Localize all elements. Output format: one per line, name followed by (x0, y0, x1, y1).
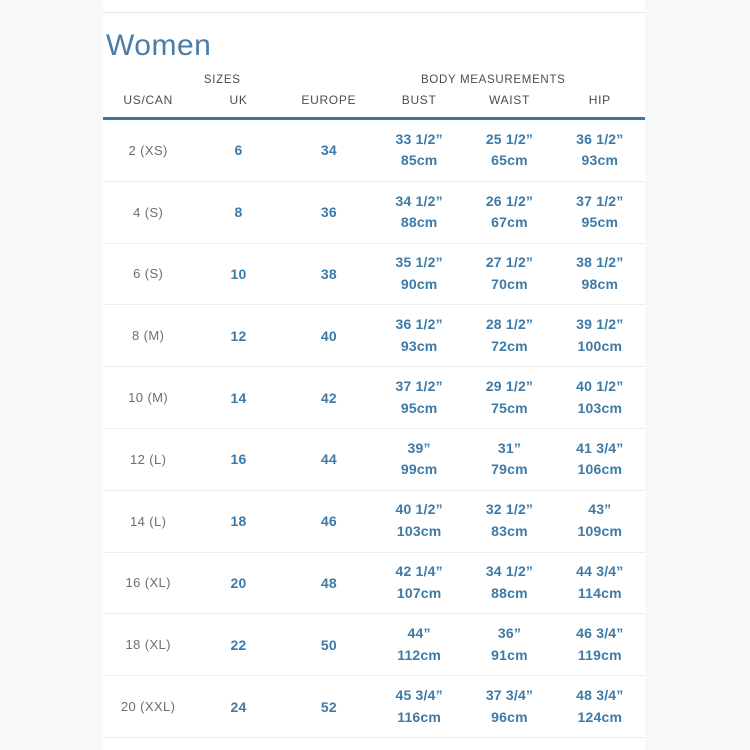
waist-cm-value: 75cm (491, 399, 528, 416)
hip-inches-value: 46 3/4” (576, 625, 624, 642)
hip-inches-value: 40 1/2” (576, 377, 624, 394)
cell-uk-size: 24 (230, 698, 247, 715)
column-header-row (103, 93, 645, 117)
cell-uk-size: 14 (230, 389, 247, 406)
waist-inches-value: 36” (497, 625, 522, 642)
cell-uk-size: 16 (230, 451, 247, 468)
table-row (103, 244, 645, 306)
cell-bust-measurement (374, 561, 464, 604)
cell-us-can-size: 18 (XL) (125, 637, 171, 653)
waist-cm-value: 96cm (491, 708, 528, 725)
cell-waist-measurement (464, 623, 554, 666)
cell-europe-size: 52 (320, 698, 337, 715)
cell-hip-measurement (555, 499, 645, 542)
waist-inches-value: 27 1/2” (485, 254, 534, 271)
hip-inches-value: 44 3/4” (576, 563, 624, 580)
hip-cm-value: 114cm (577, 584, 622, 601)
bust-inches-value: 35 1/2” (395, 254, 443, 271)
cell-bust-measurement (374, 314, 464, 357)
cell-hip-measurement (555, 191, 645, 234)
cell-bust-measurement (374, 438, 464, 481)
cell-us-can-size: 6 (S) (133, 266, 164, 282)
table-row (103, 182, 645, 244)
cell-waist-measurement (464, 685, 554, 728)
hip-cm-value: 106cm (577, 461, 623, 478)
cell-waist-measurement (464, 314, 554, 357)
table-row (103, 491, 645, 553)
cell-us-can-size: 14 (L) (129, 513, 167, 529)
cell-hip-measurement (555, 623, 645, 666)
column-header-waist: WAIST (488, 93, 530, 107)
cell-hip-measurement (555, 314, 645, 357)
cell-uk-size: 18 (230, 513, 247, 530)
waist-cm-value: 65cm (491, 152, 528, 169)
bust-inches-value: 40 1/2” (395, 501, 443, 518)
table-row (103, 120, 645, 182)
group-spacer (566, 74, 645, 93)
waist-inches-value: 25 1/2” (485, 130, 534, 147)
cell-bust-measurement (374, 129, 464, 172)
group-spacer (341, 74, 420, 93)
cell-waist-measurement (464, 499, 554, 542)
waist-cm-value: 79cm (491, 461, 528, 478)
bust-inches-value: 34 1/2” (395, 192, 443, 209)
cell-europe-size: 46 (320, 513, 337, 530)
top-divider (103, 12, 645, 13)
bust-inches-value: 36 1/2” (395, 316, 443, 333)
cell-us-can-size: 16 (XL) (125, 575, 171, 591)
cell-waist-measurement (464, 191, 554, 234)
hip-inches-value: 43” (588, 501, 612, 518)
bust-inches-value: 39” (407, 439, 431, 456)
cell-europe-size: 36 (320, 204, 337, 221)
waist-cm-value: 72cm (491, 337, 528, 354)
hip-cm-value: 98cm (581, 275, 619, 292)
waist-cm-value: 67cm (491, 214, 528, 231)
hip-inches-value: 39 1/2” (576, 316, 624, 333)
group-spacer (262, 74, 341, 93)
waist-cm-value: 70cm (491, 275, 528, 292)
hip-cm-value: 109cm (577, 523, 623, 540)
column-header-europe: EUROPE (301, 93, 357, 107)
cell-hip-measurement (555, 252, 645, 295)
waist-inches-value: 29 1/2” (485, 377, 534, 394)
bust-cm-value: 99cm (400, 461, 438, 478)
table-row (103, 614, 645, 676)
waist-inches-value: 28 1/2” (485, 316, 534, 333)
column-header-us-can: US/CAN (123, 93, 173, 107)
group-header-row (103, 74, 645, 93)
table-row (103, 429, 645, 491)
cell-uk-size: 12 (230, 327, 247, 344)
table-body (103, 120, 645, 738)
hip-cm-value: 119cm (577, 646, 622, 663)
cell-hip-measurement (555, 376, 645, 419)
cell-europe-size: 40 (320, 327, 337, 344)
cell-bust-measurement (374, 499, 464, 542)
cell-bust-measurement (374, 685, 464, 728)
waist-cm-value: 83cm (491, 523, 528, 540)
cell-us-can-size: 10 (M) (128, 390, 169, 406)
cell-waist-measurement (464, 561, 554, 604)
bust-cm-value: 107cm (396, 584, 442, 601)
group-spacer (103, 74, 182, 93)
waist-inches-value: 31” (497, 439, 522, 456)
cell-hip-measurement (555, 561, 645, 604)
table-header (103, 74, 645, 120)
bust-cm-value: 88cm (400, 214, 438, 231)
bust-cm-value: 95cm (400, 399, 438, 416)
hip-inches-value: 37 1/2” (576, 192, 624, 209)
bust-inches-value: 33 1/2” (395, 130, 443, 147)
column-header-bust: BUST (401, 93, 437, 107)
cell-hip-measurement (555, 129, 645, 172)
cell-hip-measurement (555, 685, 645, 728)
table-row (103, 367, 645, 429)
size-chart-panel (103, 0, 645, 750)
bust-cm-value: 85cm (400, 152, 438, 169)
hip-cm-value: 93cm (581, 152, 619, 169)
table-row (103, 676, 645, 738)
cell-uk-size: 6 (234, 142, 243, 159)
bust-cm-value: 90cm (400, 275, 438, 292)
waist-inches-value: 32 1/2” (485, 501, 534, 518)
hip-cm-value: 95cm (581, 214, 619, 231)
bust-cm-value: 112cm (397, 646, 442, 663)
bust-inches-value: 44” (407, 625, 431, 642)
hip-inches-value: 41 3/4” (576, 439, 624, 456)
cell-uk-size: 22 (230, 636, 247, 653)
waist-cm-value: 91cm (491, 646, 528, 663)
cell-uk-size: 20 (230, 574, 247, 591)
bust-inches-value: 45 3/4” (395, 686, 443, 703)
group-header-sizes: SIZES (203, 74, 241, 86)
hip-inches-value: 36 1/2” (576, 130, 624, 147)
cell-europe-size: 38 (320, 265, 337, 282)
cell-us-can-size: 8 (M) (131, 328, 165, 344)
cell-waist-measurement (464, 376, 554, 419)
bust-inches-value: 42 1/4” (395, 563, 443, 580)
cell-bust-measurement (374, 623, 464, 666)
waist-inches-value: 37 3/4” (485, 686, 534, 703)
cell-uk-size: 10 (230, 265, 247, 282)
cell-hip-measurement (555, 438, 645, 481)
column-header-uk: UK (229, 93, 248, 107)
hip-cm-value: 124cm (577, 708, 623, 725)
table-row (103, 553, 645, 615)
hip-inches-value: 48 3/4” (576, 686, 624, 703)
bust-inches-value: 37 1/2” (395, 377, 443, 394)
hip-inches-value: 38 1/2” (576, 254, 624, 271)
bust-cm-value: 93cm (400, 337, 438, 354)
page-title: Women (106, 29, 212, 62)
cell-europe-size: 50 (320, 636, 337, 653)
hip-cm-value: 103cm (577, 399, 623, 416)
waist-cm-value: 88cm (491, 584, 528, 601)
waist-inches-value: 34 1/2” (485, 563, 534, 580)
cell-waist-measurement (464, 129, 554, 172)
cell-europe-size: 48 (320, 574, 337, 591)
cell-europe-size: 34 (320, 142, 337, 159)
cell-europe-size: 42 (320, 389, 337, 406)
cell-bust-measurement (374, 191, 464, 234)
cell-bust-measurement (374, 376, 464, 419)
cell-us-can-size: 12 (L) (129, 451, 167, 467)
cell-us-can-size: 2 (XS) (128, 142, 168, 158)
cell-us-can-size: 20 (XXL) (120, 699, 176, 715)
cell-bust-measurement (374, 252, 464, 295)
group-header-body-measurements: BODY MEASUREMENTS (420, 74, 566, 86)
cell-uk-size: 8 (234, 204, 243, 221)
waist-inches-value: 26 1/2” (485, 192, 534, 209)
cell-waist-measurement (464, 438, 554, 481)
cell-us-can-size: 4 (S) (133, 204, 164, 220)
bust-cm-value: 116cm (397, 708, 442, 725)
column-header-hip: HIP (588, 93, 611, 107)
cell-waist-measurement (464, 252, 554, 295)
hip-cm-value: 100cm (577, 337, 623, 354)
cell-europe-size: 44 (320, 451, 337, 468)
table-row (103, 305, 645, 367)
bust-cm-value: 103cm (396, 523, 442, 540)
